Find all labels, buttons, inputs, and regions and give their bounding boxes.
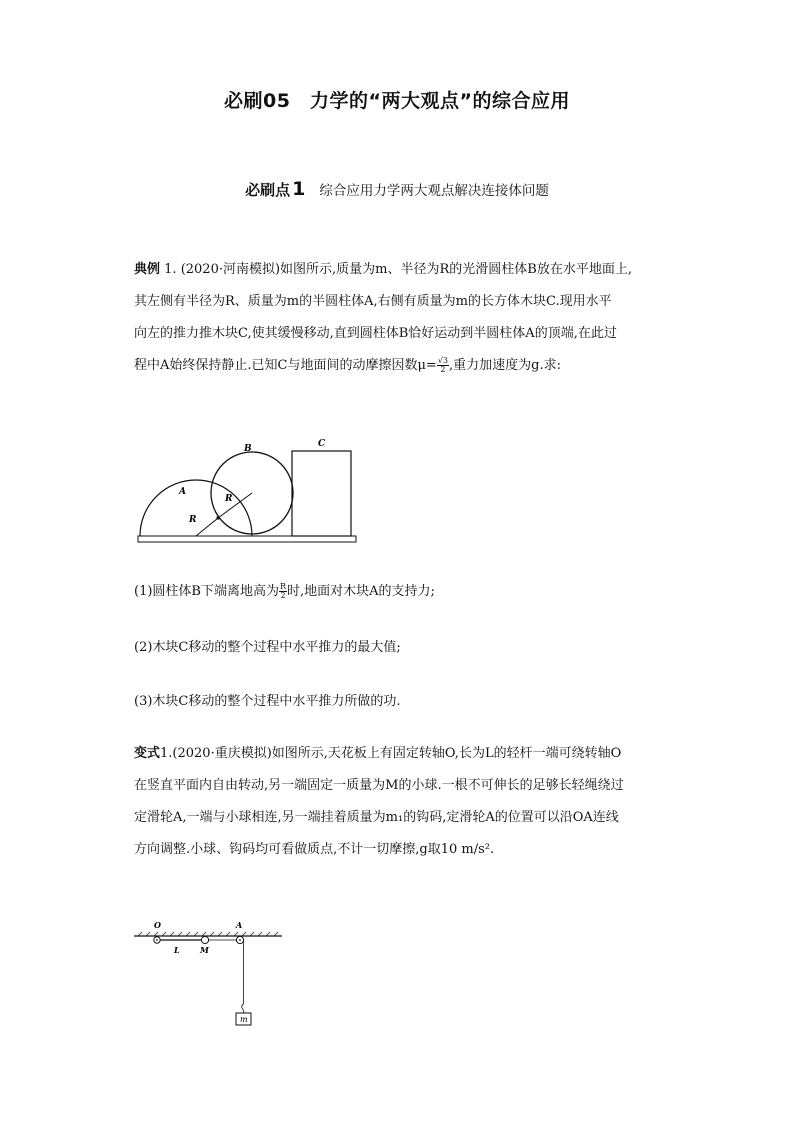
example-line: 向左的推力推木块C,使其缓慢移动,直到圆柱体B恰好运动到半圆柱体A的顶端,在此过	[134, 326, 617, 341]
label-pulley-a: A	[236, 920, 243, 930]
label-l: L	[174, 945, 180, 955]
height-fraction	[279, 583, 287, 600]
example-line: ,重力加速度为g.求:	[449, 358, 561, 373]
variant-line: 方向调整.小球、钩码均可看做质点,不计一切摩擦,g取10 m/s².	[134, 842, 495, 857]
radius-a-line	[196, 518, 218, 536]
variant-line: 1.(2020·重庆模拟)如图所示,天花板上有固定转轴O,长为L的轻杆一端可绕转轴O	[160, 746, 622, 761]
example-line: 程中A始终保持静止.已知C与地面间的动摩擦因数μ=	[134, 358, 437, 373]
question-1	[134, 580, 435, 600]
label-a: A	[179, 487, 186, 497]
question-1-text-end: 时,地面对木块A的支持力;	[287, 584, 435, 599]
variant-line: 定滑轮A,一端与小球相连,另一端挂着质量为m₁的钩码,定滑轮A的位置可以沿OA连线	[134, 810, 619, 825]
question-2: (2)木块C移动的整个过程中水平推力的最大值;	[134, 640, 401, 655]
label-o: O	[154, 920, 161, 930]
variant-1-text	[134, 738, 668, 866]
page-title: 必刷05 力学的“两大观点”的综合应用	[224, 90, 570, 112]
hook	[242, 1004, 244, 1013]
variant-1-figure	[132, 916, 288, 1030]
example-1-figure	[134, 436, 360, 548]
label-c: C	[318, 439, 326, 449]
label-radius-a: R	[189, 515, 197, 525]
block-c	[292, 451, 351, 536]
half-cylinder-a	[140, 480, 252, 536]
contact-point	[216, 516, 219, 519]
label-b: B	[244, 444, 252, 454]
question-3: (3)木块C移动的整个过程中水平推力所做的功.	[134, 694, 401, 709]
question-1-text: (1)圆柱体B下端离地高为	[134, 584, 279, 599]
mu-numerator: √3	[437, 356, 448, 365]
ball-m	[201, 936, 208, 943]
mu-denominator: 2	[440, 365, 446, 374]
example-line: 1. (2020·河南模拟)如图所示,质量为m、半径为R的光滑圆柱体B放在水平地面上,	[164, 262, 632, 277]
height-denominator: 2	[280, 591, 286, 600]
label-m-ball: M	[200, 945, 209, 955]
example-1-text	[134, 254, 668, 382]
variant-line: 在竖直平面内自由转动,另一端固定一质量为M的小球.一根不可伸长的足够长轻绳绕过	[134, 778, 624, 793]
mu-fraction	[437, 357, 449, 374]
label-radius-b: R	[225, 494, 233, 504]
height-numerator: R	[279, 582, 286, 591]
label-m-weight: m	[240, 1015, 248, 1024]
section-label: 必刷点	[245, 181, 291, 199]
example-line: 其左侧有半径为R、质量为m的半圆柱体A,右侧有质量为m的长方体木块C.现用水平	[134, 294, 612, 309]
section-number: 1	[292, 178, 306, 200]
section-description: 综合应用力学两大观点解决连接体问题	[319, 183, 549, 199]
radius-b-line	[218, 493, 252, 518]
section-heading	[0, 178, 794, 200]
example-tag: 典例	[134, 262, 161, 277]
ground-plate	[138, 536, 356, 542]
variant-tag: 变式	[134, 746, 161, 761]
